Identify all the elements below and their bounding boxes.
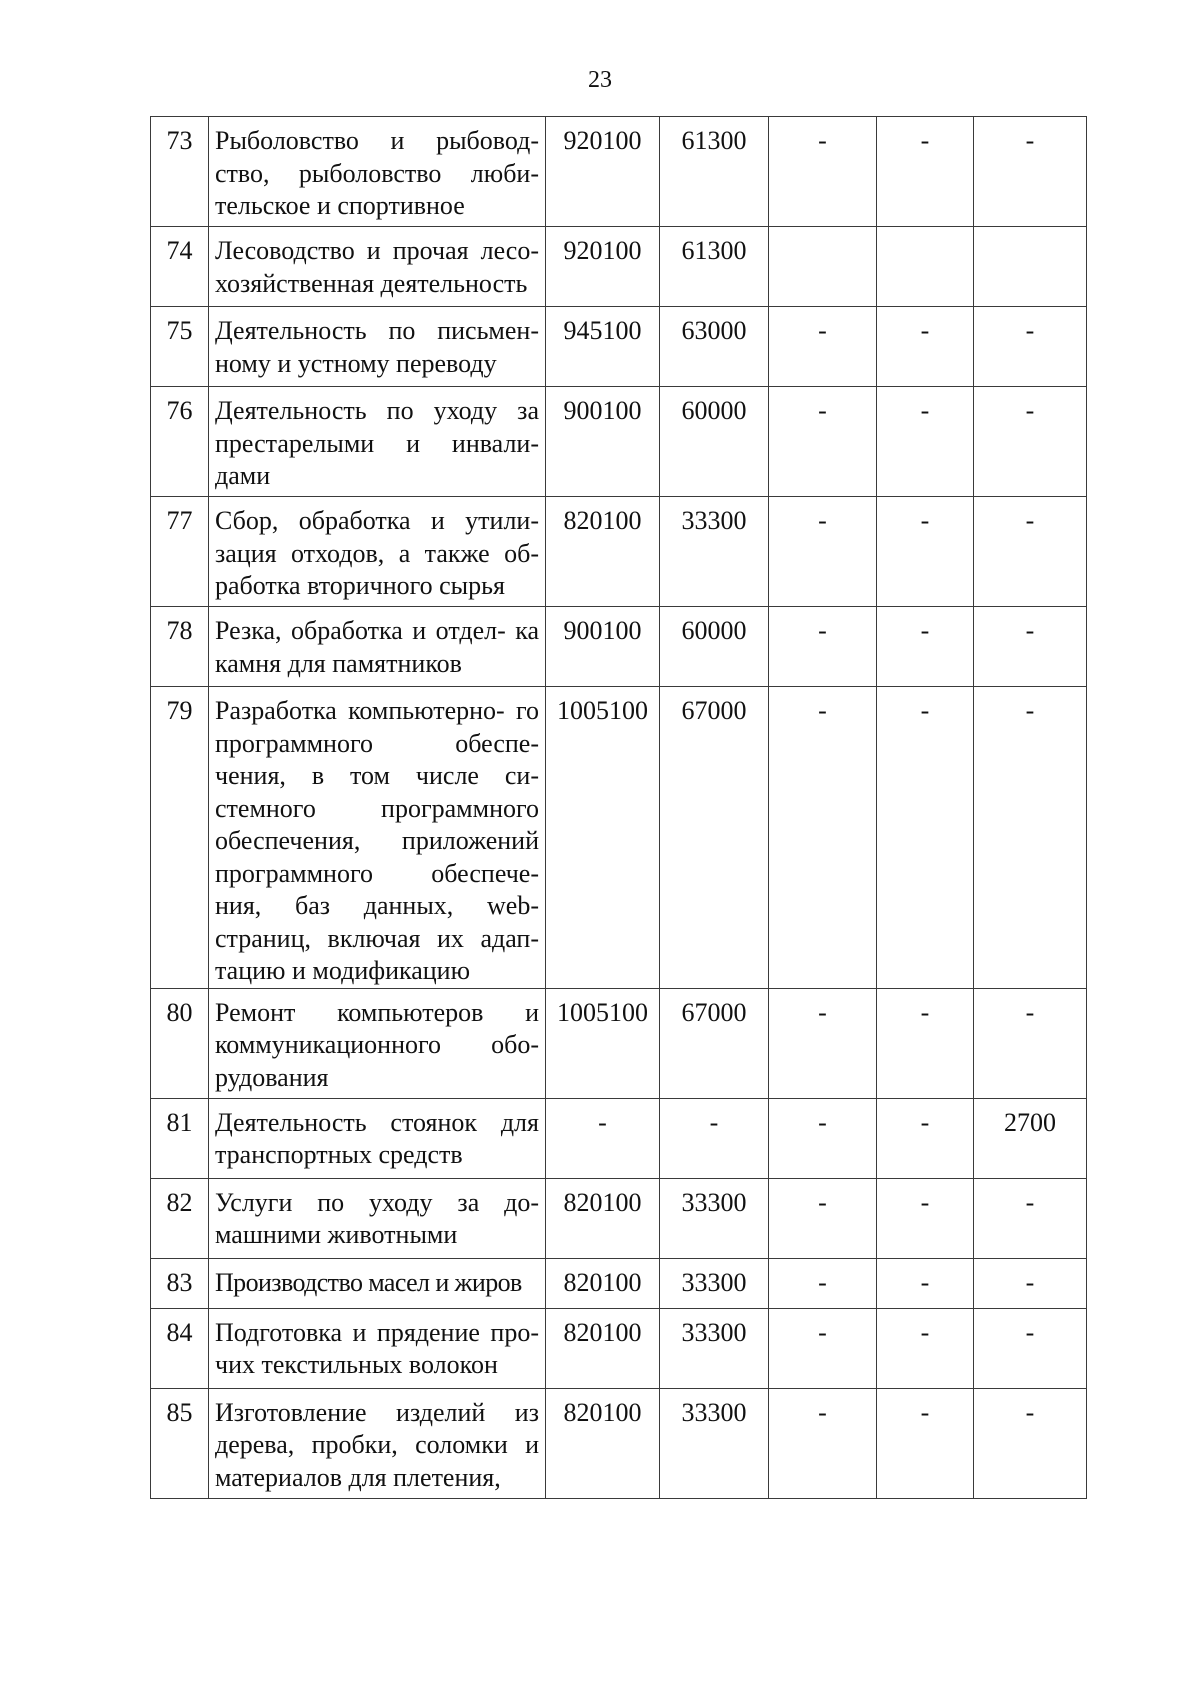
- activity-name-cell: Услуги по уходу за до- машними животными: [209, 1178, 546, 1258]
- value-cell: -: [877, 988, 974, 1098]
- table-row: [151, 307, 1087, 387]
- value-cell: -: [974, 307, 1087, 387]
- row-number-cell: 79: [151, 687, 209, 989]
- row-number-cell: 78: [151, 607, 209, 687]
- row-number-cell: 73: [151, 117, 209, 227]
- value-cell: -: [974, 988, 1087, 1098]
- value-cell: -: [769, 1388, 877, 1498]
- value-cell: -: [877, 1178, 974, 1258]
- value-cell: 61300: [660, 117, 769, 227]
- value-cell: -: [546, 1098, 660, 1178]
- value-cell: -: [974, 117, 1087, 227]
- value-cell: 945100: [546, 307, 660, 387]
- activity-name-cell: Подготовка и прядение про- чих текстильных волокон: [209, 1308, 546, 1388]
- value-cell: -: [769, 497, 877, 607]
- value-cell: -: [769, 607, 877, 687]
- value-cell: -: [974, 387, 1087, 497]
- activity-name-cell: Деятельность по письмен- ному и устному переводу: [209, 307, 546, 387]
- value-cell: -: [974, 1258, 1087, 1308]
- table-row: [151, 687, 1087, 989]
- value-cell: 820100: [546, 497, 660, 607]
- value-cell: 920100: [546, 117, 660, 227]
- table-row: [151, 1308, 1087, 1388]
- value-cell: [769, 227, 877, 307]
- value-cell: 63000: [660, 307, 769, 387]
- activity-name-cell: Лесоводство и прочая лесо- хозяйственная деятельность: [209, 227, 546, 307]
- table-row: [151, 988, 1087, 1098]
- value-cell: 1005100: [546, 687, 660, 989]
- activity-name-cell: Сбор, обработка и утили- зация отходов, а также об- работка вторичного сырья: [209, 497, 546, 607]
- row-number-cell: 82: [151, 1178, 209, 1258]
- value-cell: -: [877, 607, 974, 687]
- activity-name-cell: Изготовление изделий из дерева, пробки, соломки и материалов для плетения,: [209, 1388, 546, 1498]
- value-cell: 820100: [546, 1178, 660, 1258]
- value-cell: 820100: [546, 1388, 660, 1498]
- value-cell: 33300: [660, 1308, 769, 1388]
- value-cell: -: [974, 1308, 1087, 1388]
- value-cell: -: [974, 1388, 1087, 1498]
- value-cell: 2700: [974, 1098, 1087, 1178]
- value-cell: -: [877, 1388, 974, 1498]
- table-row: [151, 1178, 1087, 1258]
- value-cell: -: [769, 387, 877, 497]
- value-cell: [877, 227, 974, 307]
- value-cell: 920100: [546, 227, 660, 307]
- value-cell: -: [877, 1258, 974, 1308]
- value-cell: -: [769, 307, 877, 387]
- value-cell: [974, 227, 1087, 307]
- value-cell: 820100: [546, 1308, 660, 1388]
- value-cell: -: [769, 117, 877, 227]
- row-number-cell: 75: [151, 307, 209, 387]
- value-cell: 33300: [660, 1258, 769, 1308]
- value-cell: -: [769, 1308, 877, 1388]
- value-cell: 33300: [660, 497, 769, 607]
- value-cell: -: [769, 687, 877, 989]
- table-row: [151, 1258, 1087, 1308]
- value-cell: 900100: [546, 607, 660, 687]
- value-cell: -: [877, 1098, 974, 1178]
- value-cell: -: [877, 117, 974, 227]
- table-row: [151, 1098, 1087, 1178]
- value-cell: 60000: [660, 607, 769, 687]
- value-cell: -: [877, 497, 974, 607]
- value-cell: -: [769, 1178, 877, 1258]
- value-cell: -: [769, 1098, 877, 1178]
- value-cell: -: [877, 387, 974, 497]
- value-cell: -: [877, 1308, 974, 1388]
- table-row: [151, 227, 1087, 307]
- value-cell: 820100: [546, 1258, 660, 1308]
- value-cell: -: [974, 687, 1087, 989]
- value-cell: -: [769, 988, 877, 1098]
- table-row: [151, 497, 1087, 607]
- row-number-cell: 84: [151, 1308, 209, 1388]
- value-cell: 67000: [660, 988, 769, 1098]
- value-cell: 61300: [660, 227, 769, 307]
- value-cell: -: [974, 607, 1087, 687]
- table-row: [151, 117, 1087, 227]
- row-number-cell: 81: [151, 1098, 209, 1178]
- activity-name-cell: Деятельность стоянок для транспортных средств: [209, 1098, 546, 1178]
- activity-name-cell: Производство масел и жиров: [209, 1258, 546, 1308]
- activity-name-cell: Деятельность по уходу за престарелыми и инвали- дами: [209, 387, 546, 497]
- row-number-cell: 80: [151, 988, 209, 1098]
- activity-table: [150, 116, 1087, 1499]
- row-number-cell: 77: [151, 497, 209, 607]
- row-number-cell: 76: [151, 387, 209, 497]
- activity-name-cell: Рыболовство и рыбовод- ство, рыболовство люби- тельское и спортивное: [209, 117, 546, 227]
- activity-name-cell: Резка, обработка и отдел- ка камня для памятников: [209, 607, 546, 687]
- value-cell: 900100: [546, 387, 660, 497]
- value-cell: 1005100: [546, 988, 660, 1098]
- activity-name-cell: Ремонт компьютеров и коммуникационного обо- рудования: [209, 988, 546, 1098]
- table-row: [151, 1388, 1087, 1498]
- value-cell: -: [877, 687, 974, 989]
- value-cell: 67000: [660, 687, 769, 989]
- row-number-cell: 83: [151, 1258, 209, 1308]
- value-cell: -: [769, 1258, 877, 1308]
- table-row: [151, 607, 1087, 687]
- activity-name-cell: Разработка компьютерно- го программного обеспе- чения, в том числе си- стемного программного обеспечения, приложений программного обеспече- ния, баз данных, web- страниц, включая их адап- тацию и модификацию: [209, 687, 546, 989]
- page-number: 23: [588, 67, 612, 93]
- row-number-cell: 74: [151, 227, 209, 307]
- row-number-cell: 85: [151, 1388, 209, 1498]
- value-cell: 60000: [660, 387, 769, 497]
- value-cell: -: [660, 1098, 769, 1178]
- table-row: [151, 387, 1087, 497]
- value-cell: -: [974, 1178, 1087, 1258]
- value-cell: -: [974, 497, 1087, 607]
- value-cell: -: [877, 307, 974, 387]
- value-cell: 33300: [660, 1388, 769, 1498]
- value-cell: 33300: [660, 1178, 769, 1258]
